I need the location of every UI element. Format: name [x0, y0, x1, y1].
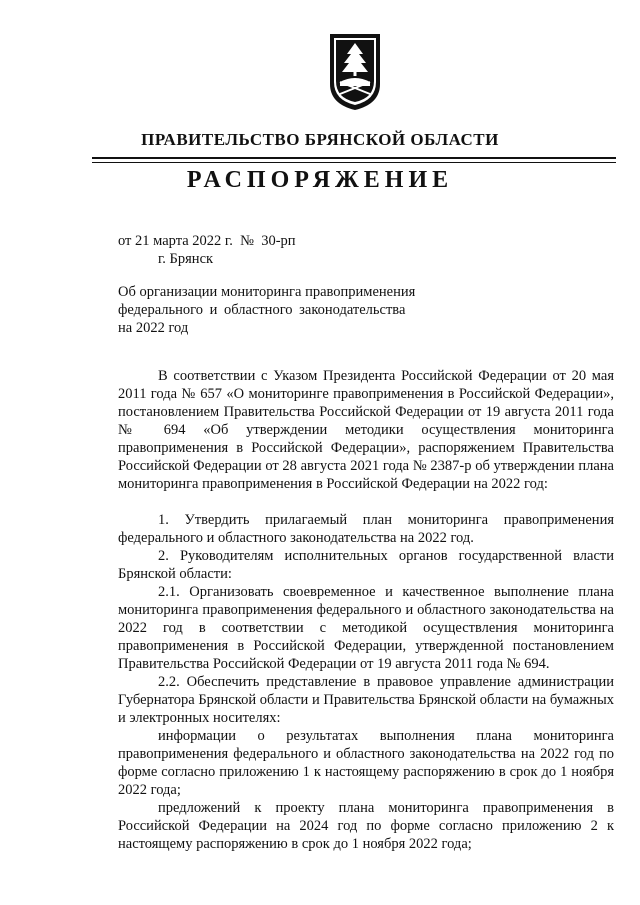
body-paragraph-item-2-2-a: информации о результатах выполнения плана мониторинга правоприменения федерального и областного законодательства на 2022 год по форме согласно приложению 1 к настоящему распоряжению в срок до 1 ноября 2022 года; [118, 728, 614, 798]
body-paragraph-item-2: 2. Руководителям исполнительных органов государственной власти Брянской области: [118, 548, 614, 582]
subject-line: Об организации мониторинга правоприменения [118, 284, 416, 300]
subject-line: на 2022 год [118, 320, 189, 336]
header-divider [92, 157, 616, 159]
document-type-title: РАСПОРЯЖЕНИЕ [186, 167, 454, 193]
header-divider-thin [92, 162, 616, 163]
body-paragraph-item-1: 1. Утвердить прилагаемый план мониторинга правоприменения федерального и областного законодательства на 2022 год. [118, 512, 614, 546]
body-paragraph-item-2-1: 2.1. Организовать своевременное и качественное выполнение плана мониторинга правоприменения федерального и областного законодательства на 2022 год в соответствии с методикой осуществления мониторинга правоприменения в Российской Федерации, утвержденной постановлением Правительства Российской Федерации от 19 августа 2011 года № 694. [118, 584, 614, 672]
subject-line: федерального и областного законодательства [118, 302, 406, 318]
government-title: ПРАВИТЕЛЬСТВО БРЯНСКОЙ ОБЛАСТИ [141, 130, 499, 149]
body-paragraph-item-2-2-b: предложений к проекту плана мониторинга правоприменения в Российской Федерации на 2024 год по форме согласно приложению 2 к настоящему распоряжению в срок до 1 ноября 2022 года; [118, 800, 614, 852]
body-paragraph-item-2-2: 2.2. Обеспечить представление в правовое управление администрации Губернатора Брянской области и Правительства Брянской области на бумажных и электронных носителях: [118, 674, 614, 726]
document-date-number: от 21 марта 2022 г. № 30-рп [118, 233, 296, 249]
body-paragraph-preamble: В соответствии с Указом Президента Российской Федерации от 20 мая 2011 года № 657 «О мониторинге правоприменения в Российской Федерации», постановлением Правительства Российской Федерации от 19 августа 2011 года № 694 «Об утверждении методики осуществления мониторинга правоприменения в Российской Федерации», распоряжением Правительства Российской Федерации от 28 августа 2021 года № 2387-р об утверждении плана мониторинга правоприменения в Российской Федерации на 2022 год: [118, 368, 614, 492]
bryansk-coat-of-arms-icon [326, 30, 384, 112]
document-city: г. Брянск [158, 251, 214, 267]
document-body [118, 367, 614, 853]
document-subject [118, 283, 438, 337]
